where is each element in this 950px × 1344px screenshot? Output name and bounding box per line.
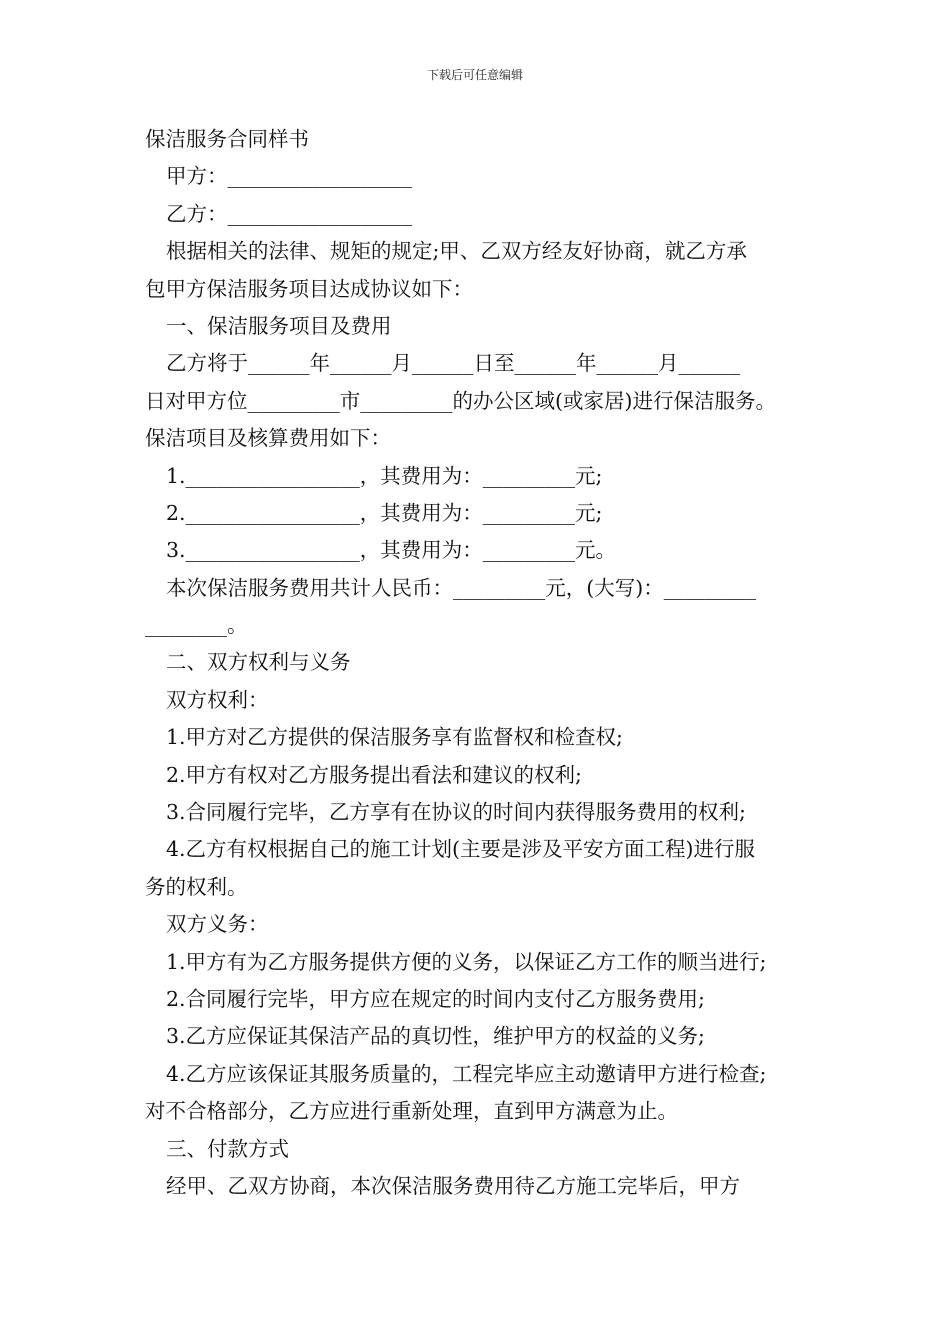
paragraph-line: 经甲、乙双方协商，本次保洁服务费用待乙方施工完毕后，甲方	[166, 1173, 740, 1198]
list-item: 3.乙方应保证其保洁产品的真切性，维护甲方的权益的义务;	[166, 1024, 705, 1049]
section-heading: 一、保洁服务项目及费用	[166, 313, 392, 338]
list-item: 3._________________，其费用为：_________元。	[166, 538, 617, 563]
document-title: 保洁服务合同样书	[145, 127, 309, 151]
paragraph-line: ________。	[145, 613, 248, 638]
subheading: 双方权利：	[166, 687, 269, 712]
section-heading: 三、付款方式	[166, 1136, 289, 1161]
list-item: 2.合同履行完毕，甲方应在规定的时间内支付乙方服务费用;	[166, 986, 705, 1011]
list-item: 2._________________，其费用为：_________元;	[166, 500, 603, 525]
paragraph-line: 乙方将于______年______月______日至______年______月______	[166, 351, 740, 376]
list-item: 4.乙方有权根据自己的施工计划(主要是涉及平安方面工程)进行服	[166, 837, 756, 862]
paragraph-line: 务的权利。	[145, 874, 248, 899]
page-header: 下载后可任意编辑	[426, 68, 523, 82]
paragraph-line: 对不合格部分，乙方应进行重新处理，直到甲方满意为止。	[145, 1099, 678, 1124]
list-item: 1.甲方有为乙方服务提供方便的义务，以保证乙方工作的顺当进行;	[166, 949, 767, 974]
list-item: 1.甲方对乙方提供的保洁服务享有监督权和检查权;	[166, 725, 623, 750]
paragraph-line: 本次保洁服务费用共计人民币：_________元，(大写)：_________	[166, 575, 756, 600]
section-heading: 二、双方权利与义务	[166, 650, 351, 675]
list-item: 1._________________，其费用为：_________元;	[166, 463, 603, 488]
document-body	[145, 121, 825, 1205]
paragraph-line: 根据相关的法律、规矩的规定;甲、乙双方经友好协商，就乙方承	[166, 239, 747, 264]
paragraph-line: 包甲方保洁服务项目达成协议如下：	[145, 276, 473, 301]
list-item: 3.合同履行完毕，乙方享有在协议的时间内获得服务费用的权利;	[166, 800, 746, 825]
party-a-field: 甲方：__________________	[166, 164, 412, 189]
paragraph-line: 日对甲方位_________市_________的办公区域(或家居)进行保洁服务。	[145, 388, 776, 413]
subheading: 双方义务：	[166, 912, 269, 937]
party-b-field: 乙方：__________________	[166, 201, 412, 226]
paragraph-line: 保洁项目及核算费用如下：	[145, 426, 391, 451]
list-item: 2.甲方有权对乙方服务提出看法和建议的权利;	[166, 762, 582, 787]
list-item: 4.乙方应该保证其服务质量的，工程完毕应主动邀请甲方进行检查;	[166, 1061, 767, 1086]
